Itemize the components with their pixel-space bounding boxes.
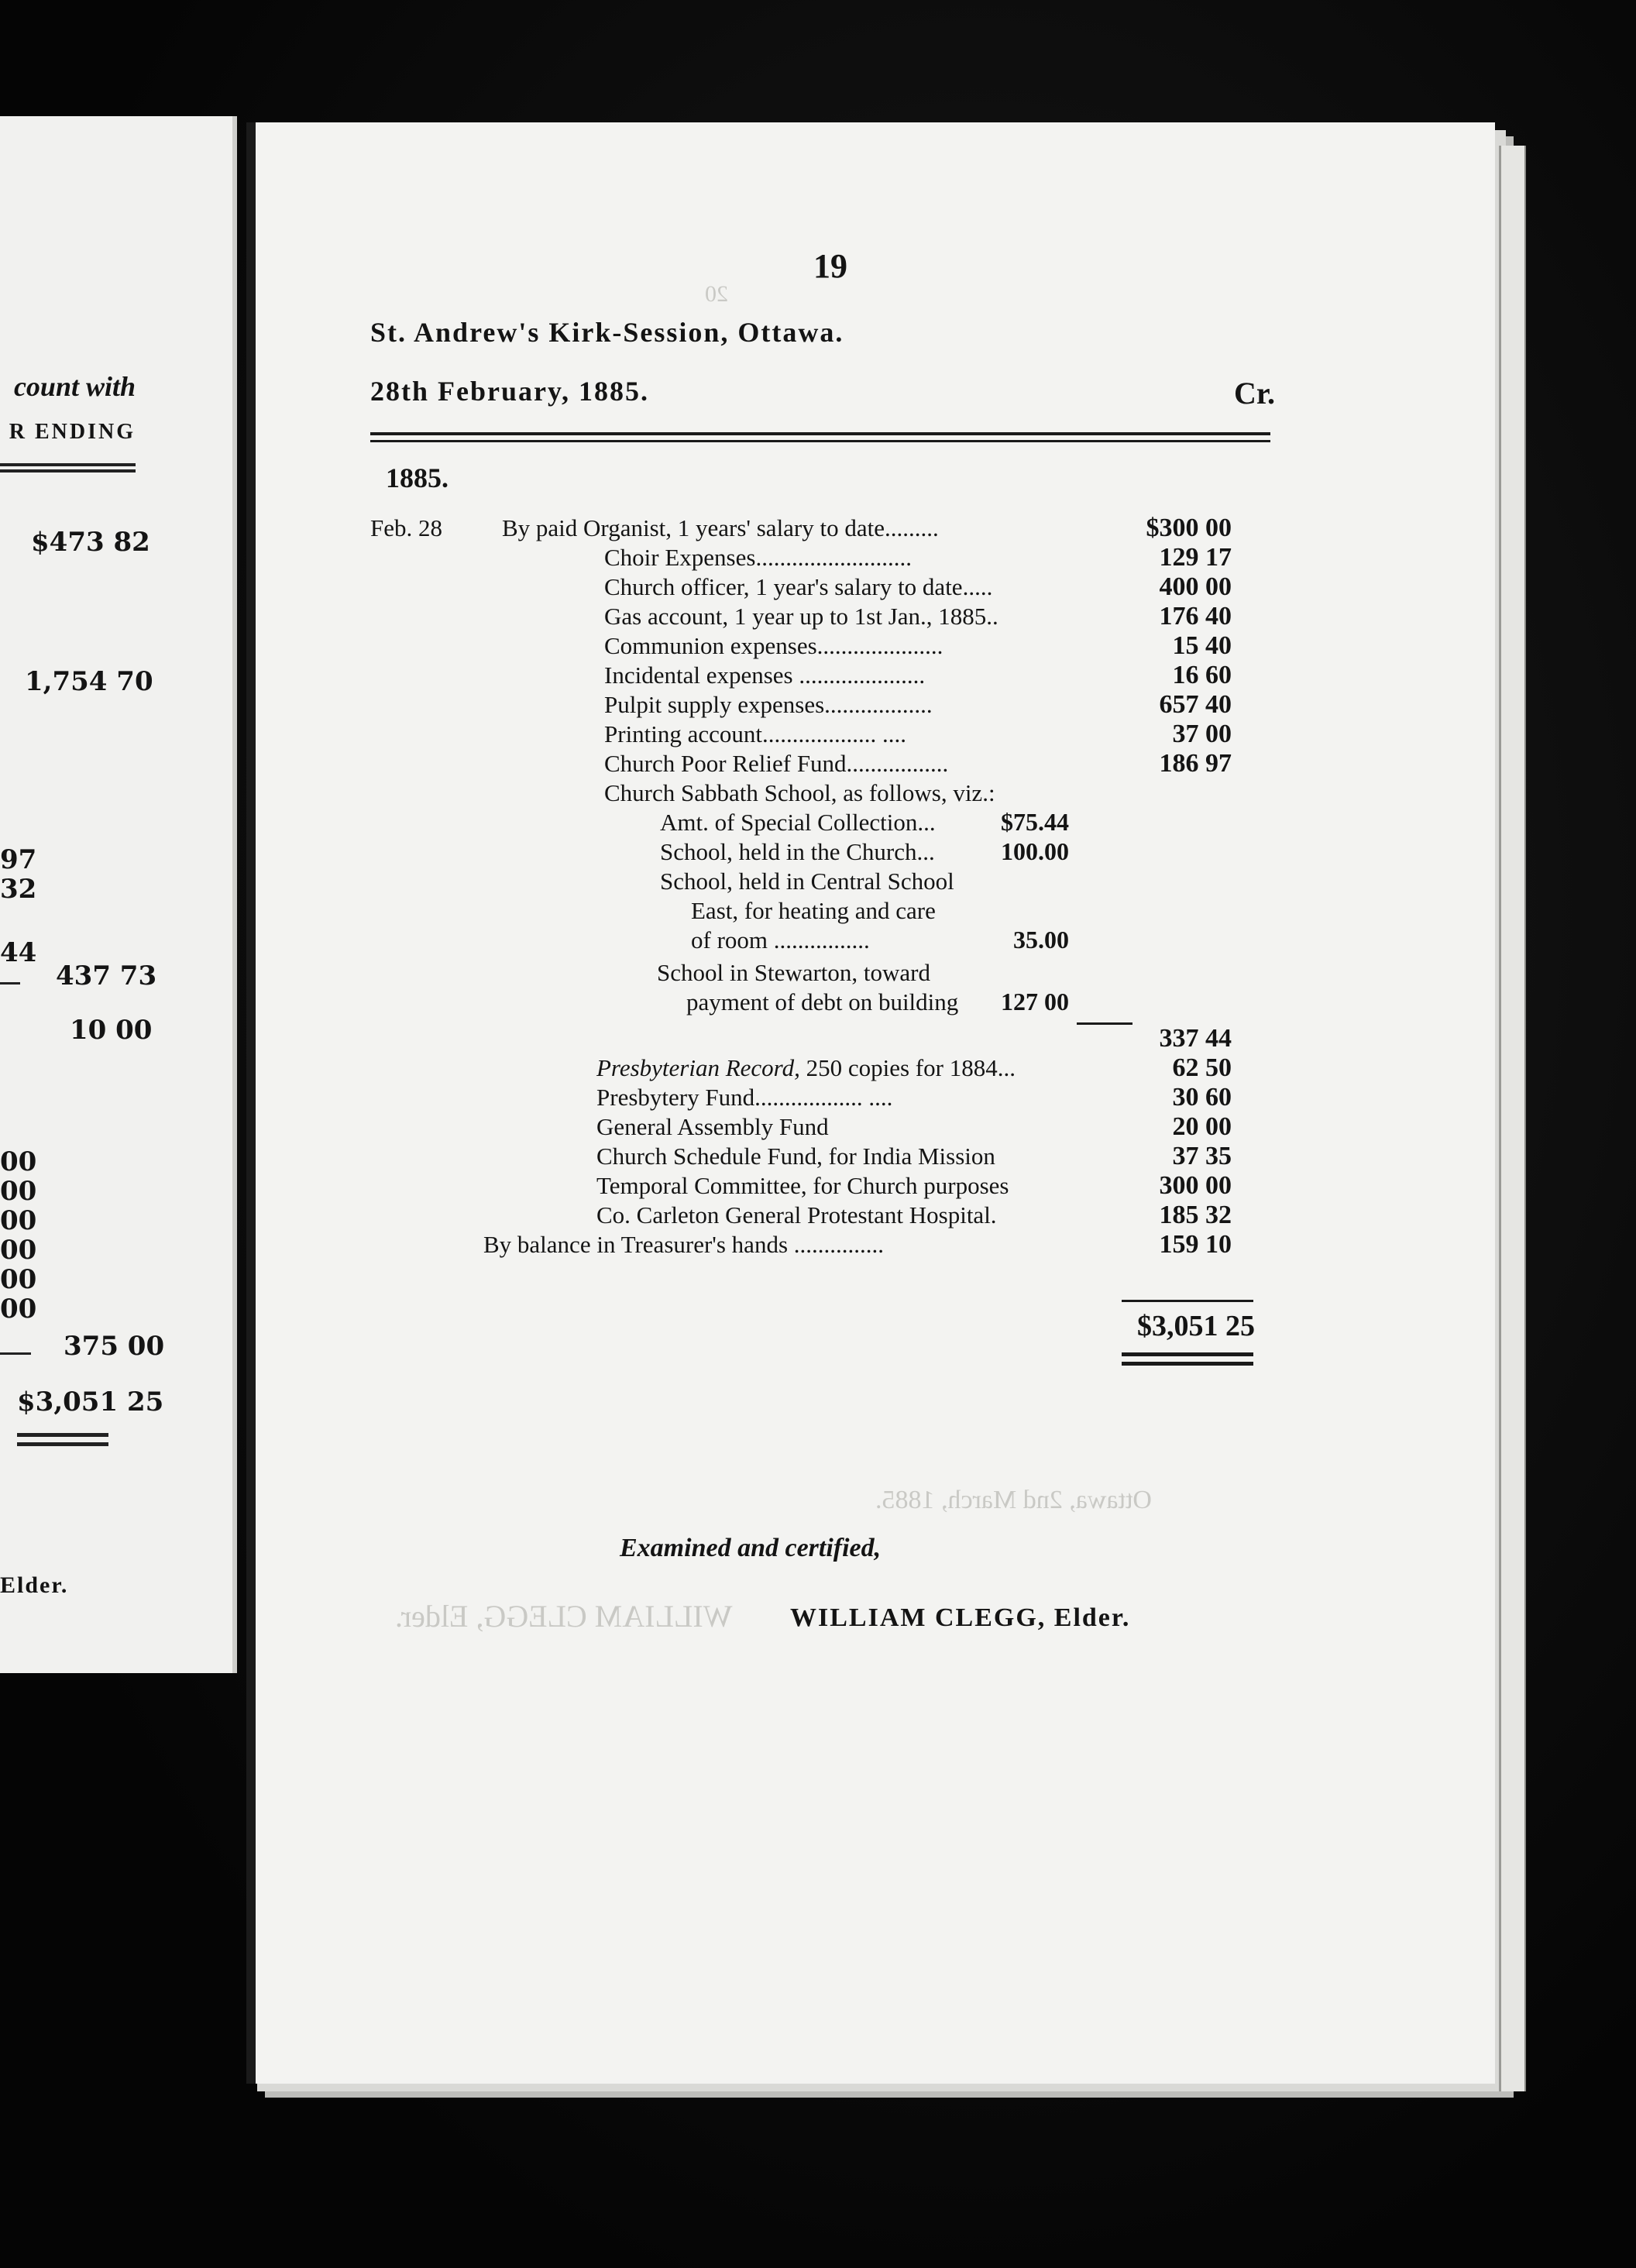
ledger-page xyxy=(246,122,1495,2084)
page-number: 19 xyxy=(813,247,847,285)
school-item: East, for heating and care xyxy=(691,897,936,924)
entry-text: Church Schedule Fund, for India Mission xyxy=(596,1143,995,1170)
entry-text: Co. Carleton General Protestant Hospital. xyxy=(596,1201,997,1228)
entry-amount: 176 40 xyxy=(1159,602,1232,631)
entry-amount: $300 00 xyxy=(1146,514,1232,542)
publication-name: Presbyterian Record, xyxy=(596,1054,800,1081)
left-value: 44 xyxy=(0,937,37,968)
left-value: 437 73 xyxy=(56,960,157,991)
left-value: 97 xyxy=(0,844,37,875)
left-value: 00 xyxy=(0,1235,37,1266)
entry-amount: 20 00 xyxy=(1172,1112,1232,1141)
entry-text: Church officer, 1 year's salary to date..... xyxy=(604,573,993,600)
school-item: payment of debt on building xyxy=(686,988,959,1015)
school-amount: $75.44 xyxy=(1001,808,1069,836)
left-page-subheading: R ENDING xyxy=(9,420,136,444)
grand-total: $3,051 25 xyxy=(1137,1310,1255,1342)
school-total: 337 44 xyxy=(1159,1024,1232,1053)
school-item: School, held in the Church... xyxy=(660,838,935,865)
left-signature: Elder. xyxy=(0,1572,69,1598)
school-amount: 35.00 xyxy=(1013,926,1069,954)
entry-text: Temporal Committee, for Church purposes xyxy=(596,1172,1009,1199)
entry-amount: 16 60 xyxy=(1172,661,1232,689)
left-value: 10 00 xyxy=(70,1015,153,1046)
entry-text: Gas account, 1 year up to 1st Jan., 1885.. xyxy=(604,603,998,630)
entry-text: Presbytery Fund.................. .... xyxy=(596,1084,893,1111)
left-value: 32 xyxy=(0,874,37,905)
left-value: $473 82 xyxy=(31,527,150,558)
school-amount: 100.00 xyxy=(1001,837,1069,865)
page-title: St. Andrew's Kirk-Session, Ottawa. xyxy=(370,317,844,348)
entry-text: Printing account................... .... xyxy=(604,720,907,747)
total-double-rule xyxy=(1122,1362,1253,1366)
left-rule xyxy=(0,463,136,466)
entry-amount: 657 40 xyxy=(1159,690,1232,719)
school-item: School in Stewarton, toward xyxy=(657,959,931,986)
page-date: 28th February, 1885. xyxy=(370,376,649,407)
left-value: 00 xyxy=(0,1146,37,1177)
bleed-through: WILLIAM CLEGG, Elder. xyxy=(395,1599,733,1634)
entry-text: Choir Expenses.......................... xyxy=(604,544,912,571)
entry-amount: 159 10 xyxy=(1159,1230,1232,1259)
total-double-rule xyxy=(1122,1352,1253,1356)
left-value: 375 00 xyxy=(64,1331,165,1362)
entry-amount: 300 00 xyxy=(1159,1171,1232,1200)
entry-amount: 15 40 xyxy=(1172,631,1232,660)
year-label: 1885. xyxy=(386,462,449,493)
left-dash xyxy=(0,1352,31,1355)
bleed-through: 20 xyxy=(705,281,728,307)
credit-label: Cr. xyxy=(1234,376,1275,411)
left-value: 1,754 70 xyxy=(25,666,153,697)
entry-text xyxy=(596,1053,1016,1083)
left-value: 00 xyxy=(0,1264,37,1295)
total-rule xyxy=(1122,1300,1253,1302)
left-page-heading: count with xyxy=(13,371,136,402)
school-item: School, held in Central School xyxy=(660,868,954,895)
left-value: 00 xyxy=(0,1176,37,1207)
entry-text: By paid Organist, 1 years' salary to date......... xyxy=(502,514,939,541)
header-rule xyxy=(370,440,1270,442)
school-amount: 127 00 xyxy=(1001,988,1069,1015)
left-rule xyxy=(17,1433,108,1437)
entry-amount: 185 32 xyxy=(1159,1201,1232,1229)
entry-text-rest: 250 copies for 1884... xyxy=(799,1054,1016,1081)
bleed-through: Ottawa, 2nd March, 1885. xyxy=(875,1486,1152,1514)
left-rule xyxy=(17,1442,108,1446)
left-value: 00 xyxy=(0,1294,37,1325)
entry-date: Feb. 28 xyxy=(370,514,442,541)
entry-amount: 129 17 xyxy=(1159,543,1232,572)
entry-text: Church Poor Relief Fund................. xyxy=(604,750,949,777)
entry-text: Incidental expenses ..................... xyxy=(604,662,926,689)
entry-text: Church Sabbath School, as follows, viz.: xyxy=(604,779,995,806)
entry-amount: 37 35 xyxy=(1172,1142,1232,1170)
entry-text: Pulpit supply expenses.................. xyxy=(604,691,933,718)
entry-amount: 30 60 xyxy=(1172,1083,1232,1112)
previous-page-fragment xyxy=(0,116,237,1673)
left-rule xyxy=(0,469,136,472)
left-total: $3,051 25 xyxy=(17,1387,164,1418)
left-value: 00 xyxy=(0,1205,37,1236)
header-rule xyxy=(370,432,1270,435)
left-dash xyxy=(0,982,20,985)
entry-amount: 186 97 xyxy=(1159,749,1232,778)
entry-text: By balance in Treasurer's hands ............... xyxy=(483,1231,885,1258)
entry-amount: 400 00 xyxy=(1159,572,1232,601)
entry-text: General Assembly Fund xyxy=(596,1113,829,1140)
school-item: Amt. of Special Collection... xyxy=(660,809,936,836)
school-item: of room ................ xyxy=(691,926,870,954)
entry-amount: 37 00 xyxy=(1172,720,1232,748)
signer-name: WILLIAM CLEGG, Elder. xyxy=(790,1603,1131,1632)
entry-text: Communion expenses..................... xyxy=(604,632,943,659)
certification-text: Examined and certified, xyxy=(620,1534,882,1562)
entry-amount: 62 50 xyxy=(1172,1053,1232,1082)
